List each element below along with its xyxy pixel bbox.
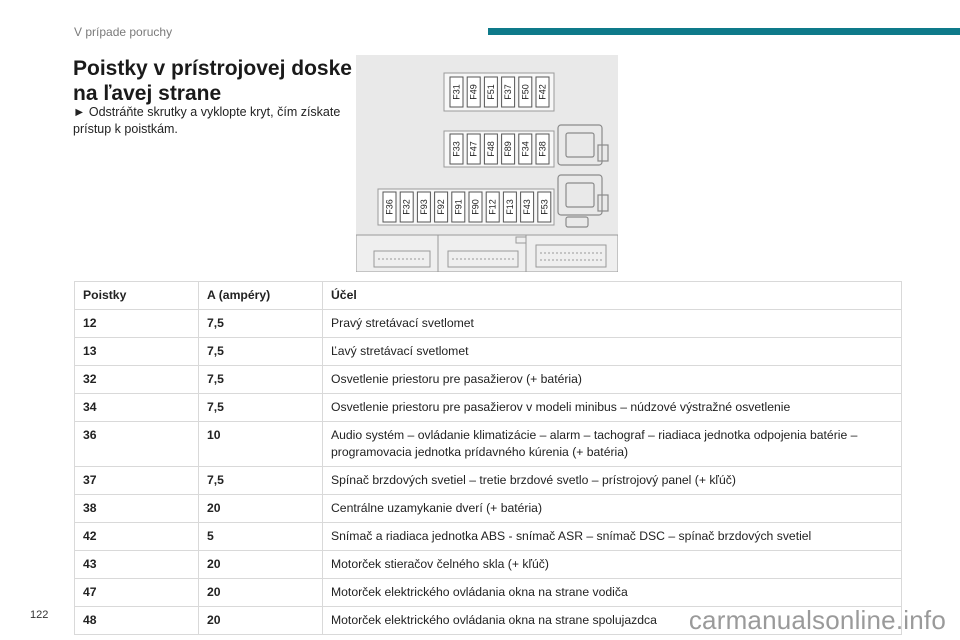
fuse-slot bbox=[400, 192, 413, 222]
amperage-cell: 7,5 bbox=[199, 310, 323, 338]
table-row bbox=[75, 366, 902, 394]
fuse-label: F31 bbox=[451, 84, 462, 100]
fuse-label: F51 bbox=[485, 84, 496, 100]
purpose-cell: Centrálne uzamykanie dverí (+ batéria) bbox=[323, 495, 902, 523]
purpose-cell: Osvetlenie priestoru pre pasažierov (+ batéria) bbox=[323, 366, 902, 394]
purpose-cell: Motorček stieračov čelného skla (+ kľúč) bbox=[323, 551, 902, 579]
purpose-cell: Motorček elektrického ovládania okna na strane spolujazdca bbox=[323, 607, 902, 635]
purpose-cell: Snímač a riadiaca jednotka ABS - snímač ASR – snímač DSC – spínač brzdových svetiel bbox=[323, 523, 902, 551]
fuse-slot bbox=[383, 192, 396, 222]
fuse-label: F91 bbox=[453, 199, 464, 215]
purpose-cell: Ľavý stretávací svetlomet bbox=[323, 338, 902, 366]
fuse-number-cell: 36 bbox=[75, 422, 199, 467]
fuse-number-cell: 42 bbox=[75, 523, 199, 551]
fuse-slot bbox=[450, 134, 463, 164]
fuse-table bbox=[74, 281, 902, 635]
section-header: V prípade poruchy bbox=[74, 25, 173, 39]
purpose-cell: Motorček elektrického ovládania okna na strane vodiča bbox=[323, 579, 902, 607]
fuse-slot bbox=[502, 134, 515, 164]
table-row bbox=[75, 338, 902, 366]
fuse-label: F90 bbox=[470, 199, 481, 215]
fuse-box-diagram bbox=[356, 55, 618, 272]
fuse-label: F34 bbox=[520, 141, 531, 157]
fuse-label: F53 bbox=[539, 199, 550, 215]
fuse-number-cell: 43 bbox=[75, 551, 199, 579]
table-row bbox=[75, 422, 902, 467]
page-number: 122 bbox=[30, 609, 49, 621]
amperage-cell: 10 bbox=[199, 422, 323, 467]
fuse-label: F38 bbox=[537, 141, 548, 157]
purpose-cell: Osvetlenie priestoru pre pasažierov v modeli minibus – núdzové výstražné osvetlenie bbox=[323, 394, 902, 422]
fuse-label: F13 bbox=[504, 199, 515, 215]
table-row bbox=[75, 551, 902, 579]
fuse-label: F92 bbox=[436, 199, 447, 215]
table-header-row bbox=[75, 282, 902, 310]
fuse-number-cell: 32 bbox=[75, 366, 199, 394]
table-row bbox=[75, 495, 902, 523]
instruction-text: ► Odstráňte skrutky a vyklopte kryt, čím získate prístup k poistkám. bbox=[73, 105, 341, 136]
fuse-slot bbox=[503, 192, 516, 222]
page-title: Poistky v prístrojovej doske na ľavej strane bbox=[73, 57, 352, 105]
table-row bbox=[75, 579, 902, 607]
fuse-slot bbox=[417, 192, 430, 222]
fuse-number-cell: 48 bbox=[75, 607, 199, 635]
fuse-label: F93 bbox=[418, 199, 429, 215]
fuse-slot bbox=[467, 134, 480, 164]
column-header-purpose: Účel bbox=[323, 282, 902, 310]
table-row bbox=[75, 523, 902, 551]
fuse-slot bbox=[519, 77, 532, 107]
amperage-cell: 7,5 bbox=[199, 394, 323, 422]
fuse-slot bbox=[519, 134, 532, 164]
watermark: carmanualsonline.info bbox=[688, 605, 946, 635]
purpose-cell: Spínač brzdových svetiel – tretie brzdové svetlo – prístrojový panel (+ kľúč) bbox=[323, 467, 902, 495]
fuse-label: F36 bbox=[384, 199, 395, 215]
fuse-label: F32 bbox=[401, 199, 412, 215]
fuse-slot bbox=[484, 77, 497, 107]
table-row bbox=[75, 394, 902, 422]
fuse-number-cell: 13 bbox=[75, 338, 199, 366]
fuse-slot bbox=[538, 192, 551, 222]
amperage-cell: 7,5 bbox=[199, 366, 323, 394]
amperage-cell: 7,5 bbox=[199, 338, 323, 366]
fuse-number-cell: 37 bbox=[75, 467, 199, 495]
fuse-label: F48 bbox=[485, 141, 496, 157]
amperage-cell: 5 bbox=[199, 523, 323, 551]
amperage-cell: 20 bbox=[199, 607, 323, 635]
fuse-label: F49 bbox=[468, 84, 479, 100]
fuse-slot bbox=[536, 77, 549, 107]
fuse-number-cell: 12 bbox=[75, 310, 199, 338]
amperage-cell: 20 bbox=[199, 551, 323, 579]
column-header-fuse: Poistky bbox=[75, 282, 199, 310]
fuse-slot bbox=[450, 77, 463, 107]
fuse-slot bbox=[484, 134, 497, 164]
amperage-cell: 20 bbox=[199, 579, 323, 607]
fuse-slot bbox=[502, 77, 515, 107]
connector-strip bbox=[356, 235, 618, 272]
fuse-slot bbox=[467, 77, 480, 107]
fuse-label: F42 bbox=[537, 84, 548, 100]
fuse-label: F89 bbox=[503, 141, 514, 157]
purpose-cell: Pravý stretávací svetlomet bbox=[323, 310, 902, 338]
table-row bbox=[75, 310, 902, 338]
amperage-cell: 20 bbox=[199, 495, 323, 523]
fuse-number-cell: 34 bbox=[75, 394, 199, 422]
fuse-slot bbox=[435, 192, 448, 222]
fuse-slot bbox=[486, 192, 499, 222]
fuse-label: F43 bbox=[522, 199, 533, 215]
fuse-number-cell: 47 bbox=[75, 579, 199, 607]
purpose-cell: Audio systém – ovládanie klimatizácie – alarm – tachograf – riadiaca jednotka odpojenia batérie – programovacia jednotka prídavného kúrenia (+ batéria) bbox=[323, 422, 902, 467]
column-header-amps: A (ampéry) bbox=[199, 282, 323, 310]
fuse-label: F50 bbox=[520, 84, 531, 100]
fuse-label: F33 bbox=[451, 141, 462, 157]
fuse-number-cell: 38 bbox=[75, 495, 199, 523]
section-accent-bar bbox=[488, 28, 960, 35]
fuse-slot bbox=[536, 134, 549, 164]
fuse-label: F47 bbox=[468, 141, 479, 157]
fuse-label: F12 bbox=[487, 199, 498, 215]
fuse-slot bbox=[521, 192, 534, 222]
fuse-slot bbox=[469, 192, 482, 222]
fuse-slot bbox=[452, 192, 465, 222]
fuse-label: F37 bbox=[503, 84, 514, 100]
table-row bbox=[75, 467, 902, 495]
amperage-cell: 7,5 bbox=[199, 467, 323, 495]
